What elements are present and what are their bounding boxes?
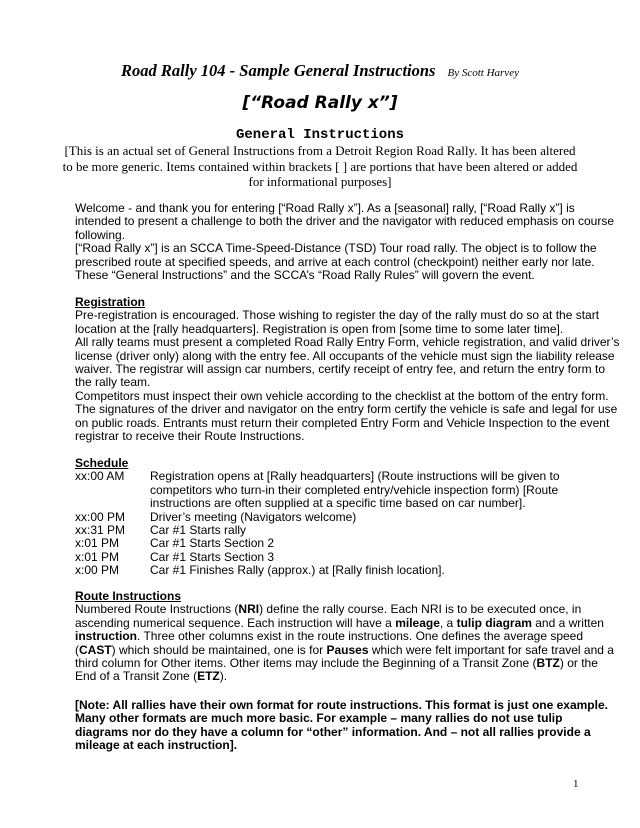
schedule-row <box>75 537 595 550</box>
document-title <box>0 61 640 81</box>
text-line <box>75 603 595 616</box>
intro-line: [This is an actual set of General Instructions from a Detroit Region Road Rally. It has been altered <box>64 143 576 158</box>
text: ( <box>75 642 79 657</box>
welcome-paragraph <box>75 201 615 283</box>
text: waiver. The registrar will assign car numbers, certify receipt of entry fee, and return the entry form to <box>75 362 605 377</box>
text-line <box>75 269 595 282</box>
bold-text: instruction <box>75 629 137 644</box>
bold-text: tulip diagram <box>456 615 532 630</box>
bold-text: Many other formats are much more basic. For example – many rallies do not use tulip <box>75 711 563 726</box>
text-line <box>75 670 595 683</box>
text-line <box>75 335 620 350</box>
text-line <box>75 615 604 630</box>
description-line: Car #1 Starts Section 3 <box>150 549 275 564</box>
byline: By Scott Harvey <box>447 67 519 79</box>
bold-text: BTZ <box>536 656 560 671</box>
text: third column for Other items. Other items may include the Beginning of a Transit Zone ( <box>75 656 537 671</box>
intro-line: to be more generic. Items contained within brackets [ ] are portions that have been altered or added <box>62 158 578 174</box>
text-line <box>75 362 605 377</box>
text-line <box>75 642 614 657</box>
text-line <box>75 698 608 712</box>
text-line <box>75 726 595 739</box>
schedule-row <box>75 511 595 524</box>
schedule-row <box>75 551 595 564</box>
format-note <box>75 698 608 753</box>
text: , a <box>439 615 457 630</box>
text-line <box>75 202 595 215</box>
description-line: instructions are often supplied at a specific time based on car number]. <box>150 496 526 511</box>
schedule-time: x:01 PM <box>75 536 120 551</box>
schedule-row <box>75 564 595 577</box>
bold-text: ETZ <box>197 669 220 684</box>
schedule-time: x:00 PM <box>75 563 120 578</box>
text: intended to present a challenge to both the driver and the navigator with reduced emphasis on course <box>75 214 615 229</box>
text-line <box>75 739 595 752</box>
description-line: Car #1 Finishes Rally (approx.) at [Rally finish location]. <box>150 563 445 578</box>
text: Welcome - and thank you for entering [“Road Rally x”]. As a [seasonal] rally, [“Road Rally x”] is <box>75 201 575 215</box>
route-instructions-section <box>75 589 614 684</box>
text-line <box>75 242 595 255</box>
schedule-row <box>75 524 595 537</box>
text-line <box>75 214 615 229</box>
bold-text: NRI <box>238 602 260 617</box>
text-line <box>75 430 595 443</box>
schedule-description <box>150 537 274 550</box>
registration-text <box>75 308 620 444</box>
text: End of a Transit Zone ( <box>75 669 198 684</box>
text: All rally teams must present a completed Road Rally Entry Form, vehicle registration, and valid driver’s <box>75 335 620 350</box>
text-line <box>75 323 595 336</box>
text: . Three other columns exist in the route instructions. One defines the average speed <box>137 629 584 644</box>
text: ) define the rally course. Each NRI is to be executed once, in <box>259 602 582 617</box>
text: the rally team. <box>75 375 151 390</box>
text-line <box>75 256 595 269</box>
schedule-time: xx:31 PM <box>75 523 126 538</box>
bold-text: Pauses <box>326 642 369 657</box>
schedule-description <box>150 511 356 524</box>
text: registrar to receive their Route Instructions. <box>75 429 305 444</box>
text: following. <box>75 227 126 242</box>
text-line <box>75 388 609 403</box>
bold-text: mileage <box>395 615 440 630</box>
text-line <box>75 348 615 363</box>
schedule-time: xx:00 AM <box>75 469 125 484</box>
schedule-description <box>150 524 246 537</box>
text-line <box>75 402 618 417</box>
schedule-table <box>75 470 595 577</box>
schedule-time: xx:00 PM <box>75 509 126 524</box>
text-line <box>75 630 595 643</box>
text: Competitors must inspect their own vehicle according to the checklist at the bottom of the entry form. <box>75 388 609 403</box>
schedule-description <box>150 470 560 510</box>
text: ) or the <box>559 656 598 671</box>
description-line: Car #1 Starts rally <box>150 523 247 538</box>
text-line <box>75 656 598 671</box>
route-heading: Route Instructions <box>75 589 182 603</box>
route-text <box>75 602 614 684</box>
intro-line: for informational purposes] <box>248 174 392 189</box>
bold-text: CAST <box>79 642 112 657</box>
intro-note <box>0 143 640 190</box>
text-line <box>75 376 595 389</box>
text: ) which should be maintained, one is for <box>111 642 327 657</box>
text: location at the [rally headquarters]. Registration is open from [some time to some later time]. <box>75 321 564 336</box>
text-line <box>75 712 595 725</box>
description-line: Registration opens at [Rally headquarters] (Route instructions will be given to <box>150 469 560 484</box>
subtitle: [“Road Rally x”] <box>242 93 398 113</box>
section-heading: General Instructions <box>235 127 405 143</box>
text: on public roads. Entrants must return their completed Entry Form and Vehicle Inspection to the event <box>75 415 610 430</box>
schedule-heading: Schedule <box>75 456 129 470</box>
text: ascending numerical sequence. Each instruction will have a <box>75 615 396 630</box>
text: prescribed route at specified speeds, and arrive at each control (checkpoint) neither early nor late. <box>75 254 595 269</box>
bold-text: mileage at each instruction]. <box>75 738 238 753</box>
bold-text: [Note: All rallies have their own format for route instructions. This format is just one example. <box>75 698 608 712</box>
text-line <box>75 308 600 323</box>
registration-heading: Registration <box>75 295 146 309</box>
schedule-row <box>75 470 595 510</box>
schedule-description <box>150 564 445 577</box>
description-line: Car #1 Starts Section 2 <box>150 536 275 551</box>
text: Pre-registration is encouraged. Those wishing to register the day of the rally must do so at the start <box>75 308 600 323</box>
title-text: Road Rally 104 - Sample General Instructions <box>121 61 436 80</box>
description-line: Driver’s meeting (Navigators welcome) <box>150 509 357 524</box>
text: These “General Instructions” and the SCCA’s “Road Rally Rules” will govern the event. <box>75 268 535 283</box>
bold-text: diagrams nor do they have a column for “other” information. And – not all rallies provide a <box>75 724 591 739</box>
text: The signatures of the driver and navigator on the entry form certify the vehicle is safe and legal for use <box>75 402 618 417</box>
text-line <box>75 415 610 430</box>
schedule-description <box>150 551 274 564</box>
schedule-section <box>75 457 595 578</box>
text: and a written <box>531 615 604 630</box>
text: Numbered Route Instructions ( <box>75 602 239 617</box>
registration-section <box>75 295 620 444</box>
text: [“Road Rally x”] is an SCCA Time-Speed-Distance (TSD) Tour road rally. The object is to follow the <box>75 241 597 256</box>
page-number: 1 <box>573 778 579 790</box>
text: which were felt important for safe travel and a <box>368 642 614 657</box>
text: ). <box>219 669 228 684</box>
text-line <box>75 229 595 242</box>
schedule-time: x:01 PM <box>75 549 120 564</box>
description-line: competitors who turn-in their completed entry/vehicle inspection form) [Route <box>150 482 559 497</box>
text: license (driver only) along with the entry fee. All occupants of the vehicle must sign the liability release <box>75 348 615 363</box>
